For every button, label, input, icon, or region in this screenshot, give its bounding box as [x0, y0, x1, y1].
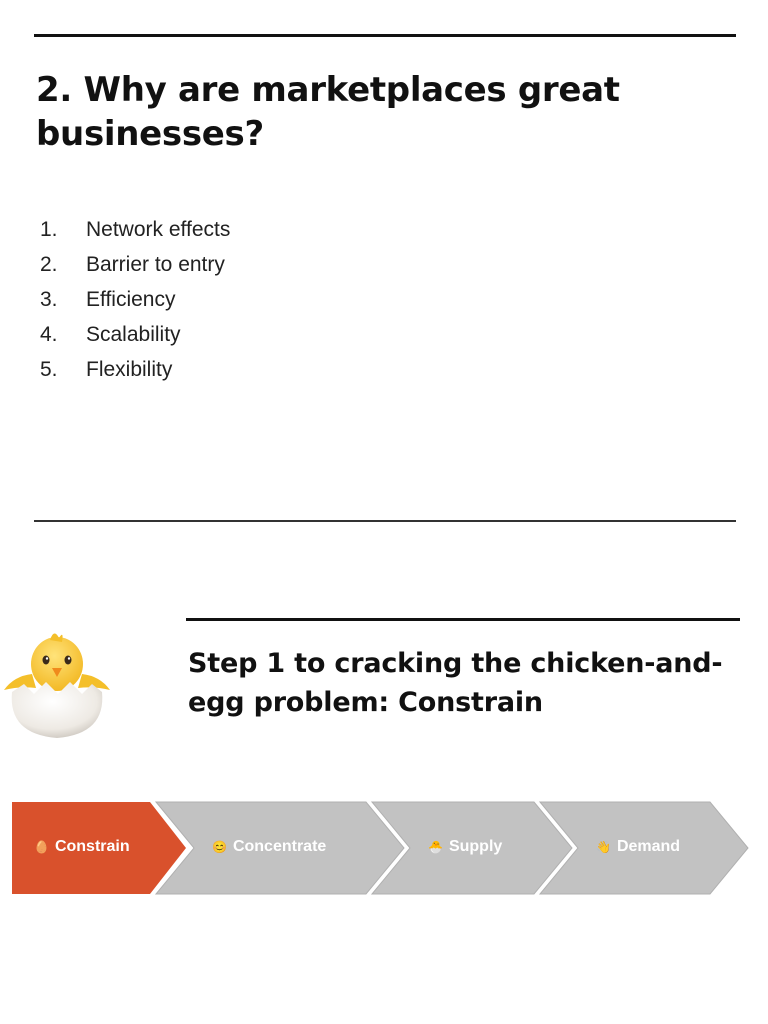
slide2-top-divider: [186, 618, 740, 621]
reasons-list: [40, 212, 230, 387]
list-item: [40, 212, 230, 247]
list-item-label: Network effects: [86, 218, 231, 241]
list-item: [40, 247, 230, 282]
hand-icon: 👋: [596, 840, 611, 854]
list-item: [40, 317, 230, 352]
smiley-icon: 😊: [212, 840, 227, 854]
step-demand[interactable]: [596, 834, 680, 860]
list-item-label: Flexibility: [86, 358, 173, 381]
list-item-number: 4.: [40, 323, 58, 346]
step-constrain[interactable]: [34, 834, 130, 860]
step-label: Concentrate: [232, 838, 327, 855]
list-item-number: 3.: [40, 288, 58, 311]
egg-icon: 🥚: [34, 840, 49, 854]
chick-icon: 🐣: [428, 840, 443, 854]
list-item-number: 1.: [40, 218, 58, 241]
list-item: [40, 282, 230, 317]
top-divider: [34, 34, 736, 37]
step-label: Constrain: [54, 838, 130, 855]
step-concentrate[interactable]: [212, 834, 326, 860]
slide2-title: Step 1 to cracking the chicken-and-egg problem: Constrain: [188, 648, 723, 718]
hatching-chick-icon: [2, 622, 112, 740]
list-item-label: Scalability: [86, 323, 181, 346]
slide-title: 2. Why are marketplaces great businesses?: [36, 70, 620, 154]
list-item-label: Barrier to entry: [86, 253, 225, 276]
step-supply[interactable]: [428, 834, 502, 860]
list-item-label: Efficiency: [86, 288, 176, 311]
step-label: Demand: [616, 838, 681, 855]
step-label: Supply: [448, 838, 503, 855]
list-item-number: 5.: [40, 358, 58, 381]
list-item: [40, 352, 230, 387]
list-item-number: 2.: [40, 253, 58, 276]
slide-divider: [34, 520, 736, 522]
